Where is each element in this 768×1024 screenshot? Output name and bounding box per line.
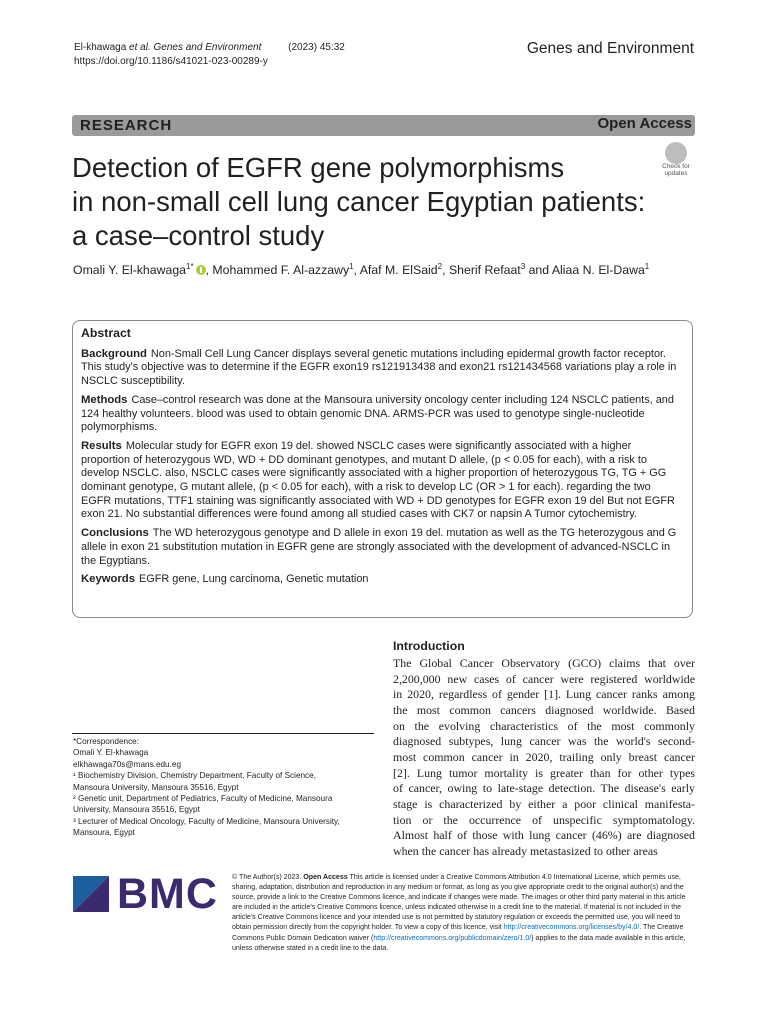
intro-line: diagnosed subtypes, lung cancer was the world's second-	[393, 734, 695, 749]
article-title	[72, 151, 692, 253]
open-access-label: Open Access	[597, 115, 692, 132]
author-affiliation: 1	[644, 262, 650, 271]
title-line: in non-small cell lung cancer Egyptian patients:	[72, 186, 646, 217]
introduction-section	[393, 639, 695, 860]
author-affiliation: 1*	[186, 262, 194, 271]
author-name[interactable]: Aliaa N. El-Dawa	[551, 263, 645, 277]
bmc-logo-text: BMC	[117, 870, 218, 918]
cc-by-link[interactable]: http://creativecommons.org/licenses/by/4.0/	[503, 924, 640, 932]
author-name[interactable]: Mohammed F. Al-azzawy	[212, 263, 350, 277]
intro-line: most common cancer in 2020, trailing only breast cancer	[393, 749, 695, 764]
footnote-line: ² Genetic unit, Department of Pediatrics, Faculty of Medicine, Mansoura	[73, 794, 333, 804]
footnote-line: Mansoura, Egypt	[73, 828, 135, 838]
citation-line	[74, 41, 345, 55]
author-name[interactable]: Sherif Refaat	[448, 263, 521, 277]
intro-line: tion or the occurrence of unspecific symptomatology.	[393, 812, 695, 827]
title-line: Detection of EGFR gene polymorphisms	[72, 152, 565, 183]
orcid-icon[interactable]	[196, 265, 206, 275]
intro-line: 2,200,000 new cases of cancer were registered worldwide	[393, 671, 695, 686]
abstract-results-text: Molecular study for EGFR exon 19 del. showed NSCLC cases were significantly associated with a higher proportion of heterozygous WD, WD + DD dominant genotypes, and mutant D allele, (p < 0.05 for each), with a risk to develop NSCLC. also, NSCLC cases were significantly associated with a higher proportion of heterozygous TG, TG + GG dominant genotype, G mutant allele, (p < 0.05 for each), with a risk to develop LC (OR > 1 for each). regarding the two EGFR mutations, TTF1 staining was significantly associated with WD + DD genotypes for EGFR exon 19 del But not EGFR exon 21. No substantial differences were found among all studied cases with CK7 or napsin A Tumor cytochemistry.	[81, 439, 675, 521]
corresponding-email[interactable]: elkhawaga70s@mans.edu.eg	[73, 759, 181, 769]
bmc-logo-icon	[73, 876, 109, 912]
check-updates-icon	[665, 142, 687, 164]
running-header	[74, 41, 345, 69]
intro-line: The Global Cancer Observatory (GCO) claims that over	[393, 656, 695, 670]
citation-authors: El-khawaga	[74, 42, 127, 53]
abstract-keywords	[81, 573, 681, 587]
author-name[interactable]: Afaf M. ElSaid	[359, 263, 438, 277]
introduction-heading: Introduction	[393, 639, 465, 653]
intro-line: the most common cancers diagnosed worldwide. Based	[393, 702, 695, 717]
author-separator: ,	[353, 263, 360, 277]
author-affiliation: 2	[437, 262, 443, 271]
intro-line: Almost half of those with lung cancer (46%) are diagnosed	[393, 828, 695, 843]
abstract-results-label: Results	[81, 439, 122, 452]
cc-zero-link[interactable]: http://creativecommons.org/publicdomain/zero/1.0/	[373, 934, 532, 942]
author-conjunction: and	[525, 263, 552, 277]
footnote-line: Omali Y. El-khawaga	[73, 748, 149, 758]
intro-line: stage is characterized by either a poor clinical manifesta-	[393, 796, 695, 811]
abstract-heading: Abstract	[81, 326, 131, 340]
abstract-results	[81, 440, 681, 522]
check-for-updates-button[interactable]	[656, 142, 696, 178]
keywords-text: EGFR gene, Lung carcinoma, Genetic mutation	[139, 573, 369, 586]
introduction-body	[393, 656, 695, 860]
license-copyright: © The Author(s) 2023.	[232, 874, 302, 881]
intro-line: [2]. Lung tumor mortality is greater than for other types	[393, 765, 695, 780]
check-updates-label	[656, 163, 696, 177]
footnote-divider	[72, 733, 374, 734]
check-updates-line: updates	[664, 170, 688, 177]
abstract-methods-text: Case–control research was done at the Mansoura university oncology center including 124 NSCLC patients, and 124 healthy volunteers. blood was used to obtain genomic DNA. ARMS-PCR was used to genotype single-nucleotide polymorphisms.	[81, 393, 674, 434]
abstract-conclusions-label: Conclusions	[81, 527, 149, 540]
abstract-box	[72, 320, 693, 618]
intro-line: in 2020, regardless of gender [1]. Lung cancer ranks among	[393, 687, 695, 702]
intro-line: on the evolving characteristics of the most commonly	[393, 718, 695, 733]
footnote-line: *Correspondence:	[73, 737, 139, 746]
abstract-background-label: Background	[81, 347, 147, 360]
abstract-background	[81, 348, 681, 389]
footnote-line: ³ Lecturer of Medical Oncology, Faculty of Medicine, Mansoura University,	[73, 816, 340, 826]
journal-name: Genes and Environment	[526, 40, 694, 57]
abstract-methods-label: Methods	[81, 393, 128, 406]
citation-year: (2023) 45:32	[288, 42, 345, 53]
license-statement	[232, 873, 697, 954]
keywords-label: Keywords	[81, 573, 135, 586]
abstract-conclusions	[81, 527, 681, 568]
license-text: ) applies to the data made available in this article, unless otherwise stated in a credit line to the data.	[232, 934, 686, 952]
abstract-background-text: Non-Small Cell Lung Cancer displays several genetic mutations including epidermal growth factor receptor. This study's objective was to determine if the EGFR exon19 rs121913438 and exon21 rs121434568 variations play a role in NSCLC susceptibility.	[81, 347, 677, 388]
title-line: a case–control study	[72, 220, 325, 251]
footnote-line: Mansoura University, Mansoura 35516, Egypt	[73, 782, 239, 792]
author-list	[73, 263, 649, 277]
license-text: This article is licensed under a Creative Commons Attribution 4.0 International License, which permits use, sharing, adaptation, distribution and reproduction in any medium or format, as long as you give appropriate credit to the original author(s) and the source, provide a link to the Creative Commons licence, and indicate if changes were made. The images or other third party material in this article are included in the article's Creative Commons licence, unless indicated otherwise in a credit line to the material. If material is not included in the article's Creative Commons licence and your intended use is not permitted by statutory regulation or exceeds the permitted use, you will need to obtain permission directly from the copyright holder. To view a copy of this licence, visit	[232, 874, 686, 932]
author-name[interactable]: Omali Y. El-khawaga	[73, 263, 187, 277]
author-affiliation: 1	[349, 262, 354, 271]
author-affiliation: 3	[520, 262, 526, 271]
citation-etal: et al. Genes and Environment	[129, 42, 262, 53]
author-separator: ,	[442, 263, 449, 277]
section-label: RESEARCH	[80, 117, 173, 134]
footnote-line: ¹ Biochemistry Division, Chemistry Department, Faculty of Science,	[73, 771, 316, 781]
doi-link[interactable]: https://doi.org/10.1186/s41021-023-00289-y	[74, 56, 268, 67]
correspondence-footnotes	[73, 736, 373, 839]
abstract-methods	[81, 394, 681, 435]
license-open-access: Open Access	[303, 874, 348, 881]
intro-line: of cancer, owing to late-stage detection. The disease's early	[393, 781, 695, 796]
abstract-conclusions-text: The WD heterozygous genotype and D allele in exon 19 del. mutation as well as the TG heterozygous and G allele in exon 21 substitution mutation in EGFR gene are strongly associated with the development of advanced-NSCLC in the Egyptians.	[81, 527, 677, 567]
footnote-line: University, Mansoura 35516, Egypt	[73, 805, 200, 815]
intro-line: when the cancer has already metastasized to other areas	[393, 843, 658, 858]
author-separator: ,	[205, 263, 213, 277]
bmc-logo	[73, 872, 216, 916]
license-text: . The Creative Commons Public Domain Dedication waiver (	[232, 924, 684, 942]
check-updates-line: Check for	[662, 163, 690, 170]
